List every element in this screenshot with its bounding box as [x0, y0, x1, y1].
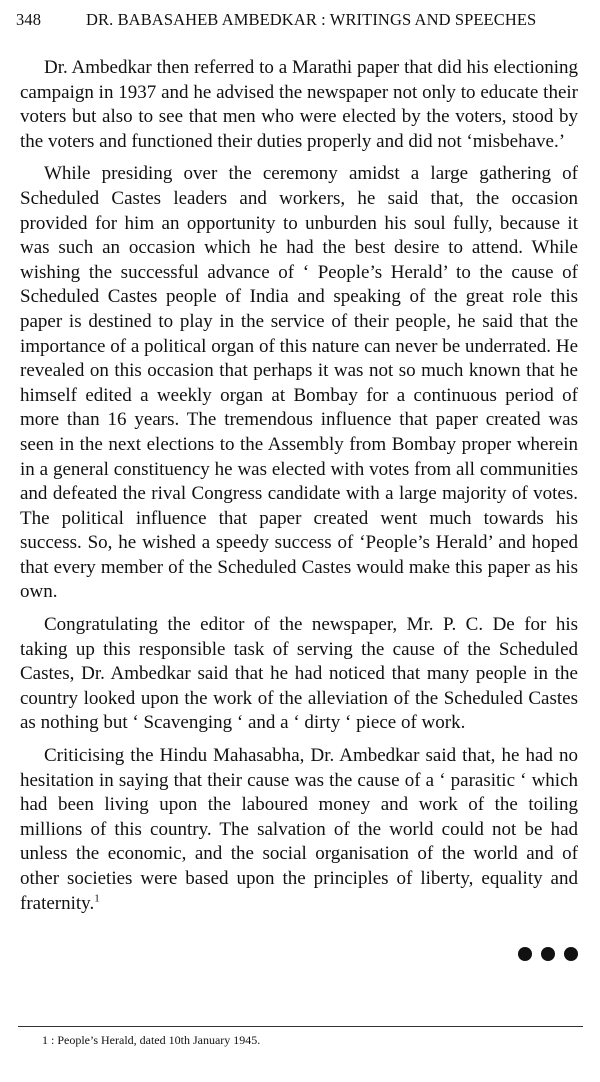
footnote-reference: 1 — [94, 892, 100, 905]
page-number: 348 — [16, 10, 42, 29]
paragraph-marathi-paper: Dr. Ambedkar then referred to a Marathi paper that did his electioning campaign in 1937 and he advised the newspaper not only to educate their voters but also to see that men who were elected by the voters, stood by the voters and functioned their duties properly and did not ‘misbehave.’ — [20, 57, 578, 152]
paragraph-hindu-mahasabha — [20, 744, 578, 916]
running-header — [16, 10, 586, 34]
paragraph-congratulating-editor: Congratulating the editor of the newspaper, Mr. P. C. De for his taking up this responsible task of serving the cause of the Scheduled Castes, Dr. Ambedkar said that he had noticed that many people in the country looked upon the work of the alleviation of the Scheduled Castes as nothing but ‘ Scavenging ‘ and a ‘ dirty ‘ piece of work. — [20, 614, 578, 734]
body-text — [20, 56, 578, 924]
paragraph-presiding-ceremony: While presiding over the ceremony amidst a large gathering of Scheduled Castes leaders and workers, he said that, the occasion provided for him an opportunity to unburden his soul fully, because it was such an occasion which he had the best desire to attend. While wishing the successful advance of ‘ People’s Herald’ to the cause of Scheduled Castes people of India and speaking of the great role this paper is destined to play in the service of their people, he said that the importance of a political organ of this nature can never be underrated. He revealed on this occasion that perhaps it was not so much known that he himself edited a weekly organ at Bombay for a continuous period of more than 16 years. The tremendous influence that paper created was seen in the next elections to the Assembly from Bombay proper wherein in a general constituency he was elected with votes from all communities and defeated the rival Congress candidate with a large majority of votes. The political influence that paper created went much towards his success. So, he wished a speedy success of ‘People’s Herald’ and hoped that every member of the Scheduled Castes would make this paper as his own. — [20, 163, 578, 603]
section-end-ornament — [518, 947, 578, 961]
footnote: 1 : People’s Herald, dated 10th January 1945. — [42, 1033, 261, 1047]
running-title: DR. BABASAHEB AMBEDKAR : WRITINGS AND SPEECHES — [86, 10, 537, 29]
ornament-dot-icon — [564, 947, 578, 961]
ornament-dot-icon — [541, 947, 555, 961]
footnote-divider — [18, 1026, 583, 1027]
paragraph-hindu-mahasabha-text: Criticising the Hindu Mahasabha, Dr. Ambedkar said that, he had no hesitation in saying that their cause was the cause of a ‘ parasitic ‘ which had been living upon the laboured money and work of the toiling millions of this country. The salvation of the world could not be had unless the economic, and the social organisation of the world and of other societies were based upon the principles of liberty, equality and fraternity. — [20, 745, 578, 914]
ornament-dot-icon — [518, 947, 532, 961]
